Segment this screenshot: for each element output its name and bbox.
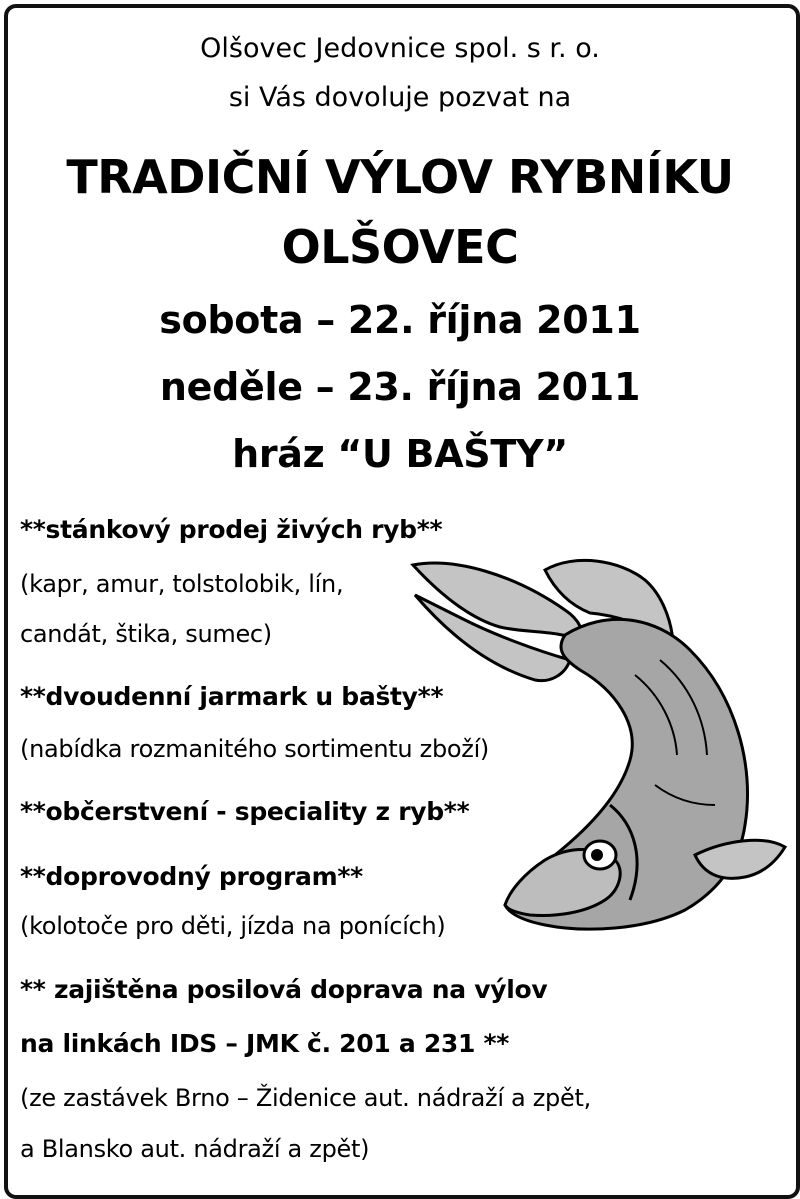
company-name: Olšovec Jedovnice spol. s r. o. [200, 33, 600, 64]
transport-detail-1: (ze zastávek Brno – Židenice aut. nádraží a zpět, [20, 1084, 591, 1112]
event-date-sunday: neděle – 23. října 2011 [159, 365, 641, 409]
accompanying-program-heading: **doprovodný program** [20, 862, 363, 891]
fish-sale-detail-2: candát, štika, sumec) [20, 620, 272, 648]
event-date-saturday: sobota – 22. října 2011 [159, 298, 641, 342]
transport-detail-2: a Blansko aut. nádraží a zpět) [20, 1135, 370, 1163]
transport-heading-2: na linkách IDS – JMK č. 201 a 231 ** [20, 1029, 510, 1058]
refreshments-heading: **občerstvení - speciality z ryb** [20, 797, 470, 826]
event-title-line1: TRADIČNÍ VÝLOV RYBNÍKU [66, 150, 734, 204]
fish-pupil [591, 849, 603, 861]
event-title-line2: OLŠOVEC [281, 220, 519, 274]
fish-sale-detail-1: (kapr, amur, tolstolobik, lín, [20, 570, 344, 598]
fair-detail: (nabídka rozmanitého sortimentu zboží) [20, 735, 489, 763]
event-venue: hráz “U BAŠTY” [232, 432, 568, 476]
accompanying-program-detail: (kolotoče pro děti, jízda na ponících) [20, 912, 446, 940]
fish-sale-heading: **stánkový prodej živých ryb** [20, 515, 443, 544]
invitation-text: si Vás dovoluje pozvat na [228, 82, 572, 113]
fair-heading: **dvoudenní jarmark u bašty** [20, 682, 444, 711]
transport-heading-1: ** zajištěna posilová doprava na výlov [20, 975, 548, 1004]
